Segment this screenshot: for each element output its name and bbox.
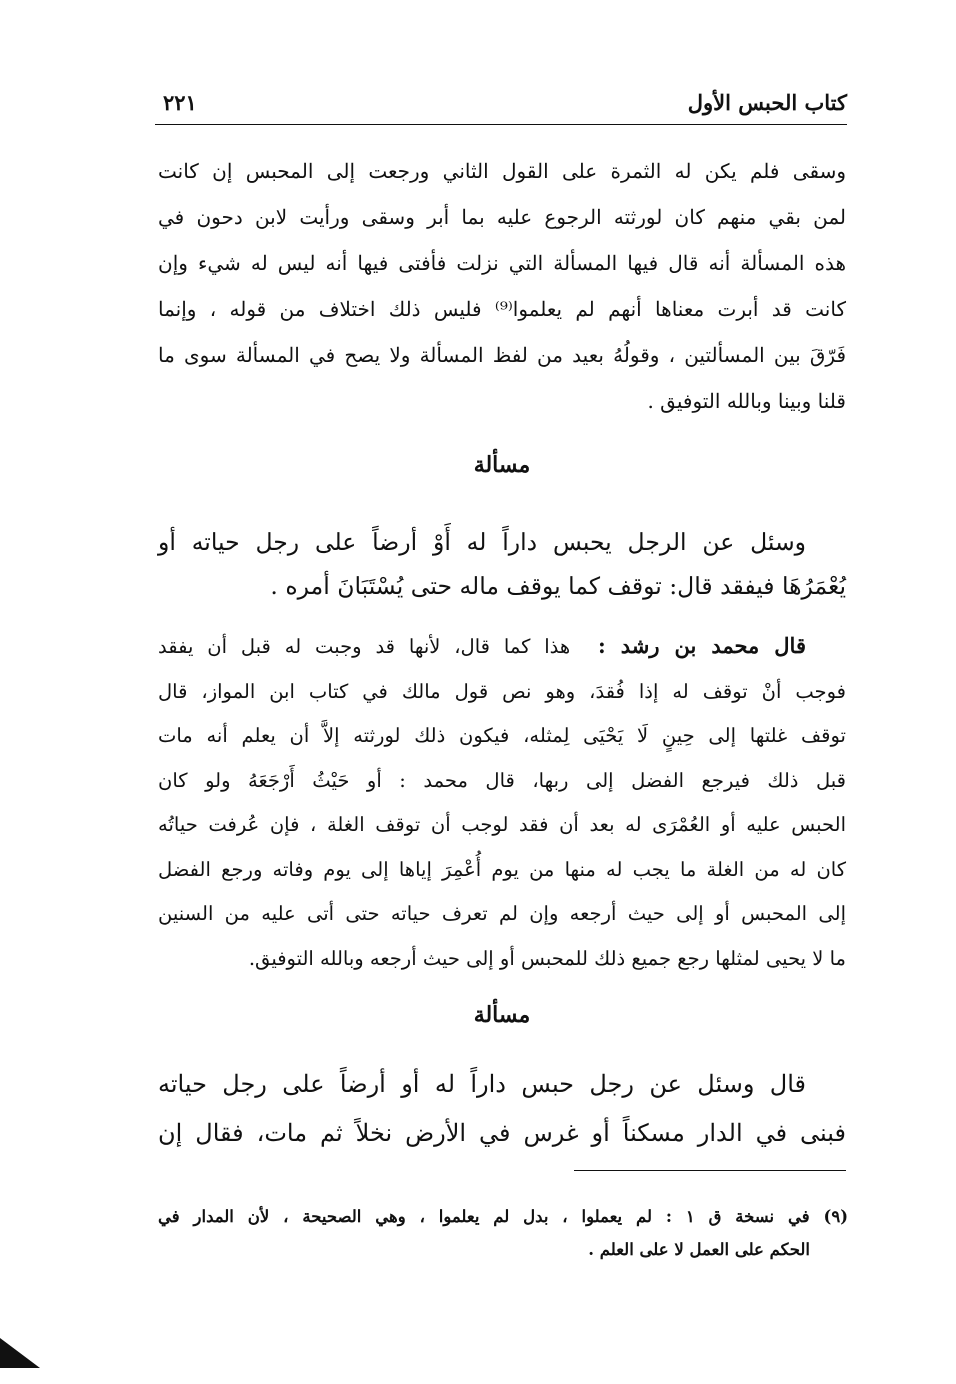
- text-line: [158, 624, 846, 670]
- page-header: [155, 82, 847, 122]
- text-segment: هذا كما قال، لأنها قد وجبت له قبل أن يفقد: [158, 635, 571, 658]
- answer-paragraph-1: [158, 624, 846, 981]
- text-line: فوجب أنْ توقف له إذا فُقدَ، وهو نص قول مالك في كتاب ابن المواز، قال: [158, 679, 846, 703]
- text-line: توقف غلتها إلى حِينٍ لَا يَحْيَى لِمثله، فيكون ذلك لورثته إلاَّ أن يعلم أنه مات: [158, 724, 846, 747]
- footnote-line: الحكم على العمل لا على العلم .: [588, 1240, 810, 1259]
- text-line: هذه المسألة أنه قال فيها المسألة التي نزلت فأفتى فيها أنه ليس له شيء وإن: [158, 251, 846, 275]
- footnote-line: (٩) في نسخة ق ١ : لم يعملوا ، بدل لم يعلموا ، وهي الصحيحة ، لأن المدار في: [158, 1207, 848, 1226]
- header-rule: [155, 124, 847, 125]
- section-heading-1: مسألة: [473, 452, 531, 478]
- text-line: قال وسئل عن رجل حبس داراً له أو أرضاً على رجل حياته: [158, 1070, 806, 1098]
- author-attribution: قال محمد بن رشد :: [597, 633, 806, 658]
- text-line: إلى المحبس أو إلى حيث أرجعه وإن لم تعرف حياته حتى أتى عليه من السنين: [158, 902, 846, 925]
- text-line: قبل ذلك فيرجع الفضل إلى ربها، قال محمد : أو حَيْثُ أَرْجَعَهُ ولو كان: [158, 768, 846, 792]
- footnote-rule: [574, 1170, 846, 1171]
- scan-corner-mark: [0, 1338, 40, 1368]
- text-line: وسئل عن الرجل يحبس داراً له أَوْ أرضاً على رجل حياته أو: [158, 528, 806, 556]
- section-heading-2: مسألة: [473, 1002, 531, 1028]
- footnote: [158, 1200, 848, 1266]
- text-line: كان له من الغلة ما يجب له منها من يوم أُعْمِرَ إياها إلى يوم وفاته ورجع الفضل: [158, 857, 846, 881]
- text-line: قلنا وبينا وبالله التوفيق .: [647, 389, 846, 413]
- text-line: فبنى في الدار مسكناً أو غرس في الأرض نخلاً ثم مات، فقال إن: [158, 1119, 846, 1147]
- paragraph-continuation: [158, 148, 846, 424]
- question-paragraph-1: [158, 520, 846, 608]
- text-line: لمن بقي منهم كان لورثته الرجوع عليه بما أبر وسقى ورأيت لابن دحون في: [158, 205, 847, 229]
- text-line: يُعْمَرُهَا فيفقد قال: توقف كما يوقف ماله حتى يُسْتَبَانَ أمره .: [270, 572, 846, 600]
- text-line: كانت قد أبرت معناها أنهم لم يعلموا⁽⁹⁾ فليس ذلك اختلاف من قوله ، وإنما: [158, 297, 846, 321]
- text-line: ما لا يحيى لمثلها رجع جميع ذلك للمحبس أو إلى حيث أرجعه وبالله التوفيق.: [248, 946, 846, 970]
- question-paragraph-2: [158, 1060, 846, 1158]
- text-line: الحبس عليه أو العُمْرَى له بعد أن فقد لوجب أن توقف الغلة ، فإن عُرفت حياتُه: [158, 813, 846, 836]
- text-line: وسقى فلم يكن له الثمرة على القول الثاني ورجعت إلى المحبس إن كانت: [158, 159, 846, 183]
- page-number: ٢٢١: [163, 90, 197, 115]
- text-line: فَرّقَ بين المسألتين ، وقولُهُ بعيد من لفظ المسألة ولا يصح في المسألة سوى ما: [158, 343, 846, 367]
- running-title: كتاب الحبس الأول: [687, 90, 847, 115]
